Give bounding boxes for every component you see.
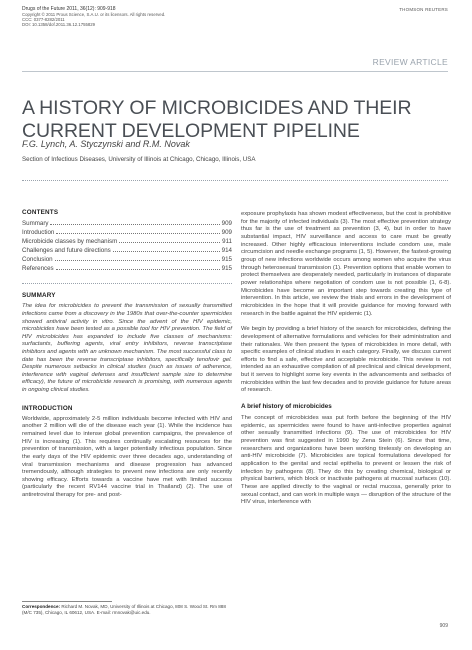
correspondence-label: Correspondence: (22, 604, 61, 609)
section-label: REVIEW ARTICLE (372, 57, 448, 67)
toc-item[interactable] (22, 265, 232, 274)
toc-page: 915 (221, 255, 232, 263)
toc-page: 909 (221, 228, 232, 236)
left-column (22, 209, 232, 508)
toc-label: Summary (22, 220, 49, 227)
toc-label: Introduction (22, 228, 55, 236)
title-divider (22, 180, 448, 181)
author-affiliation: Section of Infectious Diseases, University of Illinois at Chicago, Chicago, Illinois, USA (22, 156, 256, 163)
toc-page: 915 (221, 264, 232, 272)
summary-heading: SUMMARY (22, 292, 56, 300)
body-paragraph: exposure prophylaxis has shown modest effectiveness, but the cost is prohibitive for the majority of infected individuals (3). The most effective prevention strategy thus far is the use of treatment as prevention (3, 4), but in order to have substantial impact, HIV surveillance and access to care must be greatly increased. Other highly efficacious interventions include condom use, male circumcision and needle exchange programs (1, 5). However, the fastest-growing group of new infections worldwide occurs among women who acquire the virus through heterosexual transmission (1). Prevention options that enable women to protect themselves are desperately needed, particularly in instances of disparate power relationships where negotiation of condom use is not possible (1, 6-8). Microbicides have become an important step towards creating this type of intervention. In this article, we review the trials and errors in the development of microbicides in the hope that it will provide guidance for moving forward with research in the battle against the HIV epidemic (1). (241, 211, 451, 317)
toc-leader (113, 251, 220, 252)
right-column (241, 211, 451, 515)
introduction-text: Worldwide, approximately 2-5 million individuals become infected with HIV and another 2 million will die of the disease each year (1). While the incidence has remained level due to intense global prevention campaigns, the prevalence of HIV is increasing (1). This requires continually escalating resources for the prevention of transmission, with a larger potentially infectious population. Since the early days of the HIV epidemic over three decades ago, understanding of viral transmission mechanisms and disease progression has advanced tremendously, although strategies to prevent new infections are only recently showing efficacy. Efforts towards a vaccine have met with limited success (particularly the recent RV144 vaccine trial in Thailand) (2). The use of antiretroviral therapy for pre- and post- (22, 415, 232, 499)
toc-page: 909 (221, 220, 232, 227)
header-divider (22, 71, 448, 72)
toc-page: 911 (222, 237, 232, 245)
journal-meta (22, 6, 272, 28)
copyright-line: Copyright © 2011 Prous Science, S.A.U. or its licensors. All rights reserved. (22, 12, 166, 17)
toc-item[interactable] (22, 238, 232, 247)
toc-leader (119, 242, 220, 243)
toc-label: Challenges and future directions (22, 246, 111, 254)
contents-heading: CONTENTS (22, 209, 59, 216)
article-authors: F.G. Lynch, A. Styczynski and R.M. Novak (22, 139, 190, 149)
correspondence-note (22, 604, 232, 615)
toc-label: Conclusion (22, 255, 53, 263)
table-of-contents (22, 220, 232, 273)
toc-leader (56, 233, 219, 234)
toc-page: 914 (221, 246, 232, 254)
subsection-heading: A brief history of microbicides (241, 403, 332, 411)
toc-item[interactable] (22, 256, 232, 265)
contents-divider (22, 283, 232, 284)
summary-text: The idea for microbicides to prevent the transmission of sexually transmitted infections came from a discovery in the 1980s that over-the-counter spermicides showed antiviral activity in vitro. Since the advent of the HIV epidemic, microbicides have been tested as a possible tool for HIV prevention. The field of HIV microbicides has expanded to include five classes of mechanisms: surfactants, buffering agents, viral entry inhibitors, reverse transcriptase inhibitors and agents with an unknown mechanism. The most successful class to date has been the reverse transcriptase inhibitors, specifically tenofovir gel. Despite numerous setbacks in clinical studies (such as issues of adherence, interference with vaginal defenses and insufficient sample size to determine efficacy), the future of microbicide research is promising, with numerous agents in ongoing clinical studies. (22, 303, 232, 393)
doi-line: DOI: 10.1358/dof.2011.36.12.1755829 (22, 22, 96, 28)
body-paragraph: We begin by providing a brief history of the search for microbicides, defining the development of alternative formulations and vehicles for their administration and their rationales. We then present the types of microbicides in more detail, with specific examples of clinical studies in each category. Finally, we discuss current efforts to find a safe, effective and acceptable microbicide. This review is not intended as an exhaustive compilation of all preclinical and clinical development, but it serves to highlight some key events in the advancements and setbacks of microbicides within the last few decades and to provide guidance for future areas of research. (241, 326, 451, 394)
toc-leader (56, 269, 220, 270)
toc-leader (50, 224, 219, 225)
ccc-line: CCC: 0377-8282/2011 (22, 17, 65, 23)
journal-citation: Drugs of the Future 2011, 36(12): 909-918 (22, 6, 116, 12)
page-number: 909 (439, 623, 448, 629)
introduction-heading: INTRODUCTION (22, 404, 73, 412)
toc-label: Microbicide classes by mechanism (22, 237, 118, 245)
body-paragraph: The concept of microbicides was put forth before the beginning of the HIV epidemic, as spermicides were found to have anti-infective properties against other sexually transmitted infections (9). The use of microbicides for HIV prevention was first suggested in 1990 by Zena Stein (6). Since that time, researchers and organizations have been working tirelessly on developing an anti-HIV microbicide (7). Microbicides are topical formulations developed for application to the genital and rectal epithelia to prevent or lessen the risk of infection by pathogens (8). They do this by creating chemical, biological or physical barriers, which block or inactivate pathogens at mucosal surfaces (10). These are applied directly to the vaginal or rectal mucosa, generally prior to sexual contact, and can work in multiple ways — disruption of the structure of the HIV virus, interference with (241, 415, 451, 506)
publisher-name: THOMSON REUTERS (399, 7, 448, 12)
toc-item[interactable] (22, 247, 232, 256)
article-title: A HISTORY OF MICROBICIDES AND THEIR CURRENT DEVELOPMENT PIPELINE (22, 97, 412, 142)
toc-item[interactable] (22, 220, 232, 229)
toc-label: References (22, 264, 54, 272)
toc-leader (55, 260, 220, 261)
correspondence-text: Richard M. Novak, MD, University of Illinois at Chicago, 808 S. Wood St. Rm 888 (M/C 735), Chicago, IL 60612, USA. E-mail: rmnovak@uic.edu. (22, 604, 226, 615)
footnote-divider (22, 601, 112, 602)
toc-item[interactable] (22, 229, 232, 238)
